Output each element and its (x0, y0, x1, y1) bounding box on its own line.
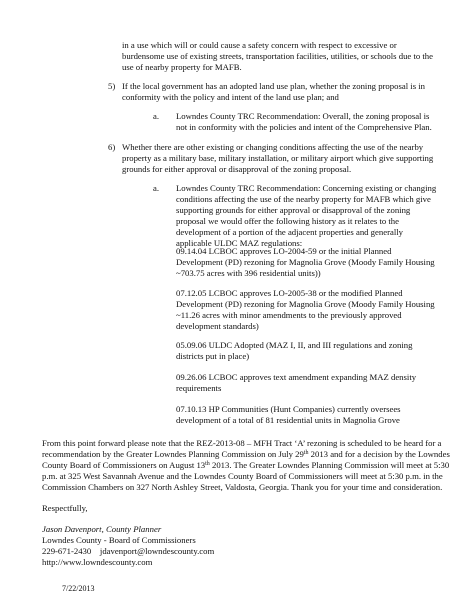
item-6-text: Whether there are other existing or changing conditions affecting the use of the nearby property as a military base, military installation, or military airport which give supporting grounds for either approval or disapproval of the zoning proposal. (122, 142, 434, 174)
continuation-paragraph: in a use which will or could cause a safety concern with respect to excessive or burdensome use of existing streets, transportation facilities, utilities, or schools due to the use of nearby property for MAFB. (122, 40, 433, 72)
signoff: Respectfully, (42, 503, 88, 513)
history-entry: 09.26.06 LCBOC approves text amendment expanding MAZ density requirements (176, 372, 417, 393)
closing-paragraph: From this point forward please note that the REZ-2013-08 – MFH Tract ‘A’ rezoning is scheduled to be heard for a recommendation by the Greater Lowndes Planning Commission on July 29th 2013 and for a decision by the Lowndes County Board of Commissioners on August 13th 2013. The Greater Lowndes Planning Commission will meet at 5:30 p.m. at 325 West Savannah Avenue and the Lowndes County Board of Commissioners will meet at 5:30 p.m. in the Commission Chambers on 327 North Ashley Street, Valdosta, Georgia. Thank you for your time and consideration. (42, 438, 450, 492)
item-5-number: 5) (108, 81, 116, 91)
signature-org: Lowndes County - Board of Commissioners (42, 535, 196, 545)
history-entry: 09.14.04 LCBOC approves LO-2004-59 or the initial Planned Development (PD) rezoning for Magnolia Grove (Moody Family Housing ~703.75 acres with 396 residential units)) (176, 246, 435, 278)
document-date: 7/22/2013 (62, 584, 95, 593)
item-6a-text: Lowndes County TRC Recommendation: Concerning existing or changing conditions affecting the use of the nearby property for MAFB which give supporting grounds for either approval or disapproval of the zoning proposal we would offer the following history as it relates to the development of a portion of the adjacent properties and generally applicable ULDC MAZ regulations: (176, 183, 437, 248)
signature-contact (42, 546, 450, 557)
signature-email[interactable]: jdavenport@lowndescounty.com (99, 546, 215, 556)
signature-phone: 229-671-2430 (42, 546, 92, 556)
item-6-number: 6) (108, 142, 116, 152)
history-entry: 07.12.05 LCBOC approves LO-2005-38 or the modified Planned Development (PD) rezoning for Magnolia Grove (Moody Family Housing ~11.26 acres with minor amendments to the previously approved development standards) (176, 288, 435, 331)
signature-name: Jason Davenport, County Planner (42, 524, 162, 534)
item-5a-label: a. (153, 111, 160, 121)
history-entry: 07.10.13 HP Communities (Hunt Companies) currently oversees development of a total of 81 residential units in Magnolia Grove (176, 404, 401, 425)
history-entry: 05.09.06 ULDC Adopted (MAZ I, II, and III regulations and zoning districts put in place) (176, 340, 413, 361)
signature-website[interactable]: http://www.lowndescounty.com (42, 557, 153, 567)
item-6a-label: a. (153, 183, 160, 193)
item-5a-text: Lowndes County TRC Recommendation: Overall, the zoning proposal is not in conformity with the policies and intent of the Comprehensive Plan. (176, 111, 432, 132)
item-5-text: If the local government has an adopted land use plan, whether the zoning proposal is in conformity with the policy and intent of the land use plan; and (122, 81, 426, 102)
